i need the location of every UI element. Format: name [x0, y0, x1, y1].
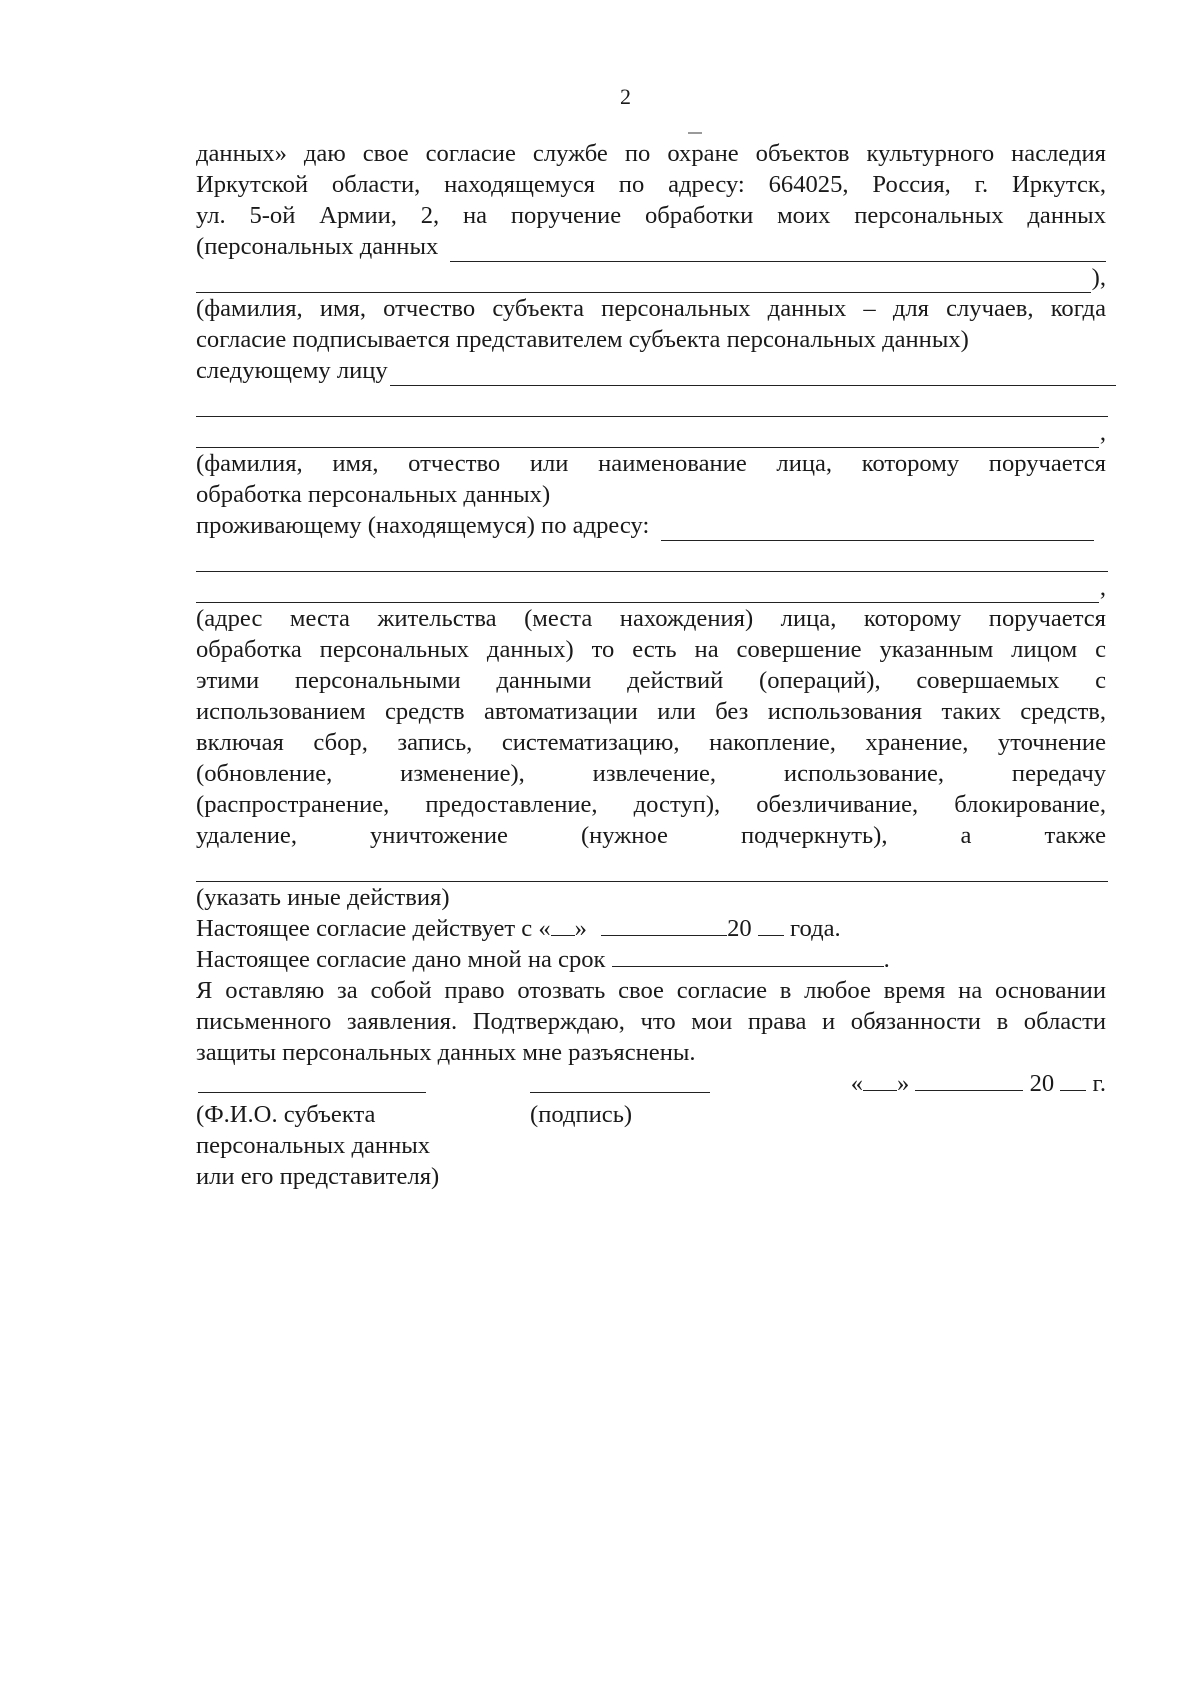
text-line: (обновление, изменение), извлечение, использование, передачу — [196, 760, 1106, 787]
fio-caption-line: или его представителя) — [196, 1163, 440, 1190]
field-label: (персональных данных — [196, 233, 439, 260]
text-line: включая сбор, запись, систематизацию, накопление, хранение, уточнение — [196, 729, 1106, 756]
recipient-name-blank-2[interactable] — [196, 394, 1108, 417]
text-line: защиты персональных данных мне разъяснены. — [196, 1039, 696, 1066]
address-blank-2[interactable] — [196, 549, 1108, 572]
signature-captions — [196, 1099, 1106, 1192]
address-field-row-cont — [196, 541, 1106, 572]
text-line: Иркутской области, находящемуся по адресу: 664025, Россия, г. Иркутск, — [196, 171, 1106, 198]
text-line: (адрес места жительства (места нахождения) лица, которому поручается — [196, 605, 1106, 632]
sign-year-blank[interactable] — [1060, 1069, 1086, 1091]
fio-caption — [196, 1099, 439, 1192]
text-line: письменного заявления. Подтверждаю, что мои права и обязанности в области — [196, 1008, 1106, 1035]
address-field-row-cont — [196, 572, 1106, 603]
closing-punct: , — [1099, 574, 1106, 601]
text-line: (фамилия, имя, отчество или наименование лица, которому поручается — [196, 450, 1106, 477]
address-blank-3[interactable] — [196, 580, 1099, 603]
day-blank[interactable] — [551, 914, 575, 936]
personal-data-field-row — [196, 231, 1106, 262]
text-line: обработка персональных данных) то есть на совершение указанным лицом с — [196, 636, 1106, 663]
field-label: проживающему (находящемуся) по адресу: — [196, 512, 650, 539]
valid-from-row — [196, 913, 1106, 944]
recipient-name-blank-3[interactable] — [196, 425, 1099, 448]
date-quote-close: » — [897, 1070, 910, 1097]
scan-artifact — [688, 132, 702, 134]
text-line: ул. 5-ой Армии, 2, на поручение обработки моих персональных данных — [196, 202, 1106, 229]
personal-data-field-row-cont — [196, 262, 1106, 293]
consent-text — [196, 138, 1106, 1192]
sign-day-blank[interactable] — [863, 1069, 897, 1091]
year-prefix: 20 — [727, 915, 752, 942]
sign-month-blank[interactable] — [915, 1069, 1023, 1091]
text-line: обработка персональных данных) — [196, 481, 551, 508]
term-blank[interactable] — [612, 945, 884, 967]
closing-punct: ), — [1091, 264, 1106, 291]
valid-from-label: Настоящее согласие действует с « — [196, 915, 551, 942]
fio-caption-line: (Ф.И.О. субъекта — [196, 1101, 376, 1128]
personal-data-blank-2[interactable] — [196, 270, 1091, 293]
fio-signature-line[interactable] — [198, 1092, 426, 1093]
text-line: данных» даю свое согласие службе по охране объектов культурного наследия — [196, 140, 1106, 167]
page-number: 2 — [620, 84, 631, 109]
term-label: Настоящее согласие дано мной на срок — [196, 946, 606, 973]
year-word: года. — [790, 915, 841, 942]
fio-caption-line: персональных данных — [196, 1132, 431, 1159]
quote-close: » — [574, 915, 587, 942]
sign-year-word: г. — [1092, 1070, 1106, 1097]
signature-lines-row — [196, 1068, 1106, 1099]
recipient-field-row-cont — [196, 386, 1106, 417]
sign-year-prefix: 20 — [1029, 1070, 1055, 1097]
address-blank[interactable] — [661, 518, 1094, 541]
date-quote-open: « — [850, 1070, 864, 1097]
closing-punct: , — [1099, 419, 1106, 446]
personal-data-blank[interactable] — [450, 239, 1106, 262]
text-line: согласие подписывается представителем субъекта персональных данных) — [196, 326, 969, 353]
other-actions-field-row — [196, 851, 1106, 882]
term-row — [196, 944, 1106, 975]
text-line: удаление, уничтожение (нужное подчеркнуть), а также — [196, 822, 1106, 849]
text-line: (фамилия, имя, отчество субъекта персональных данных – для случаев, когда — [196, 295, 1106, 322]
signature-line[interactable] — [530, 1092, 710, 1093]
term-end: . — [883, 946, 890, 973]
text-line: (указать иные действия) — [196, 884, 450, 911]
sign-caption: (подпись) — [530, 1101, 633, 1128]
text-line: использованием средств автоматизации или без использования таких средств, — [196, 698, 1106, 725]
field-label: следующему лицу — [196, 357, 388, 384]
address-field-row — [196, 510, 1106, 541]
text-line: этими персональными данными действий (операций), совершаемых с — [196, 667, 1106, 694]
recipient-field-row — [196, 355, 1106, 386]
month-blank[interactable] — [601, 914, 727, 936]
other-actions-blank[interactable] — [196, 859, 1108, 882]
recipient-field-row-cont — [196, 417, 1106, 448]
text-line: (распространение, предоставление, доступ), обезличивание, блокирование, — [196, 791, 1106, 818]
recipient-name-blank[interactable] — [390, 363, 1116, 386]
text-line: Я оставляю за собой право отозвать свое согласие в любое время на основании — [196, 977, 1106, 1004]
signature-date — [851, 1068, 1106, 1099]
year-blank[interactable] — [758, 914, 784, 936]
